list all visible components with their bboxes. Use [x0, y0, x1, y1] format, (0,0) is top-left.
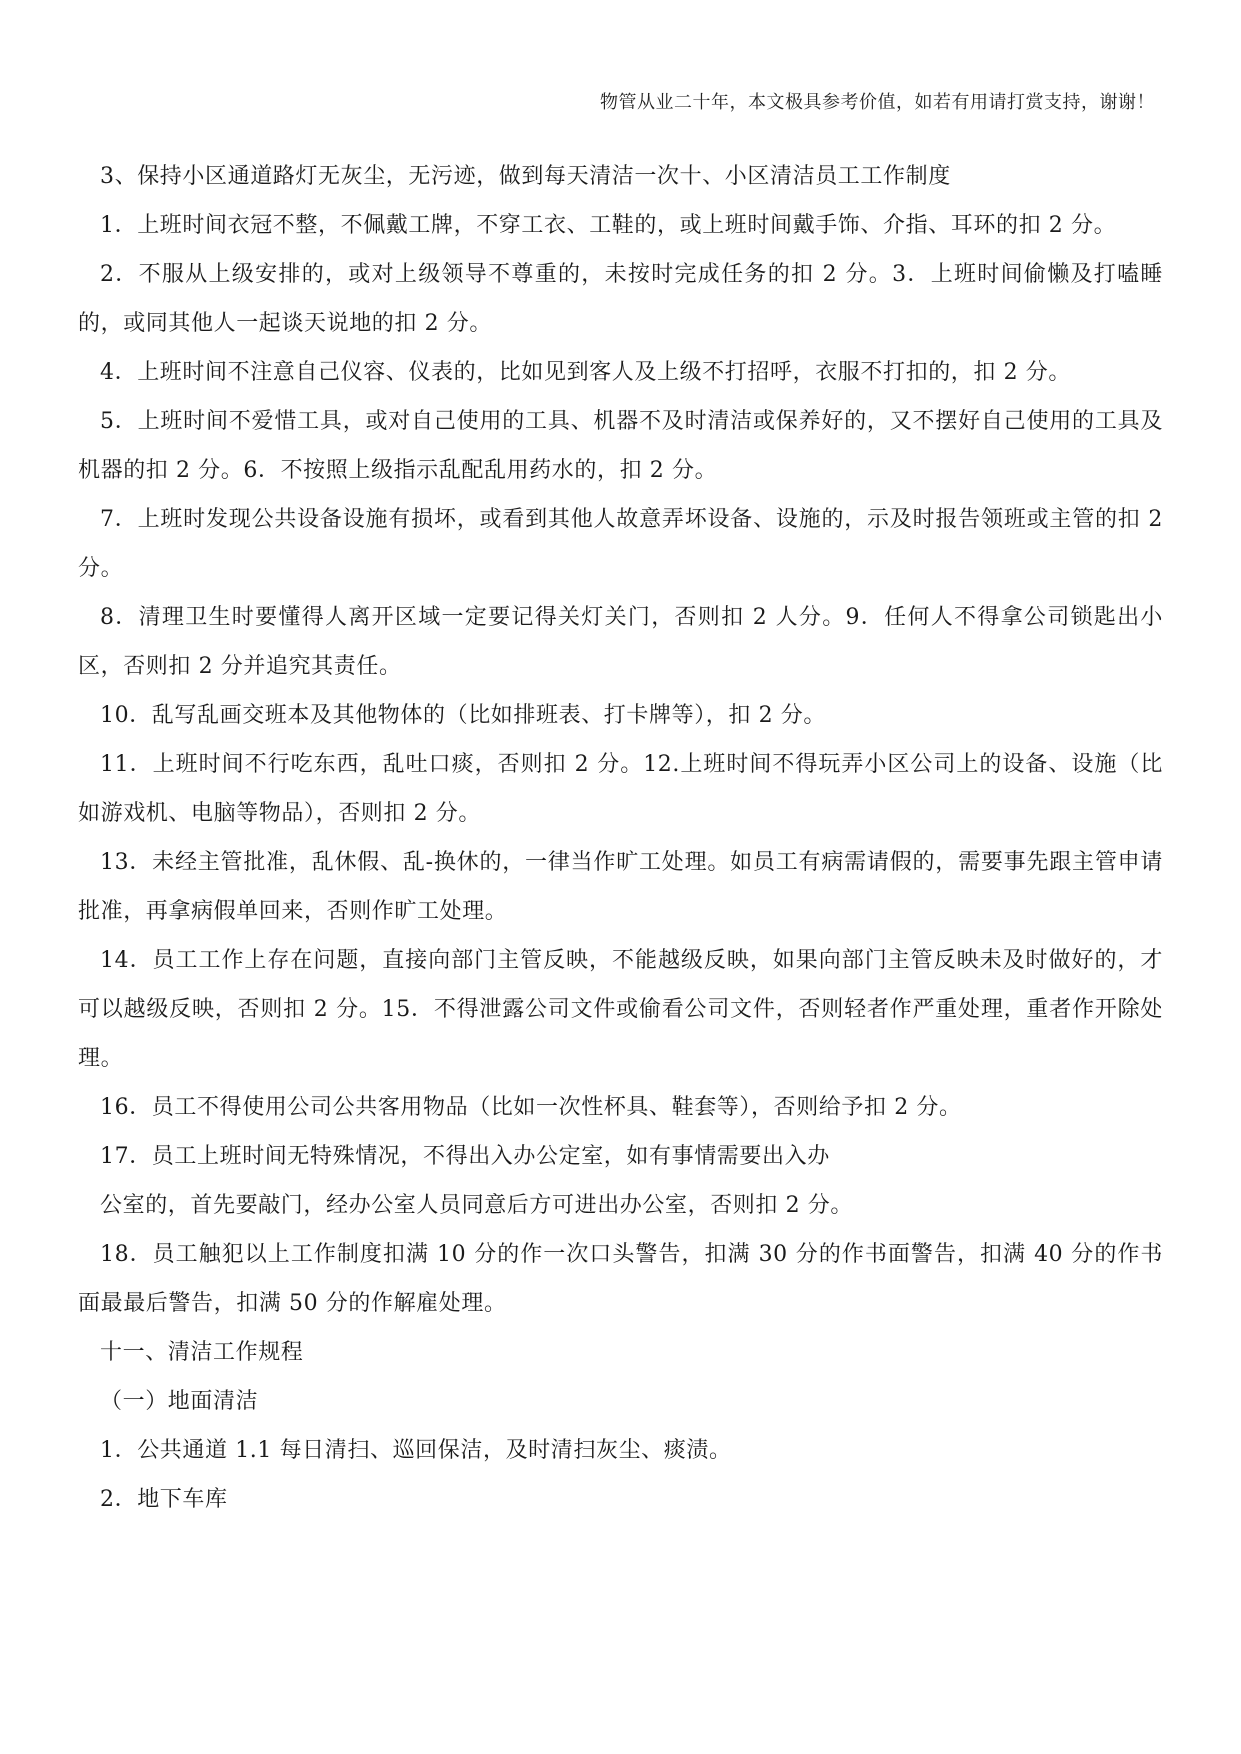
item-1-public-corridor: 1．公共通道 1.1 每日清扫、巡回保洁，及时清扫灰尘、痰渍。: [100, 1438, 732, 1463]
rule-13-leave: 13．未经主管批准，乱休假、乱-换休的，一律当作旷工处理。如员工有病需请假的，需要事先跟主管申请批准，再拿病假单回来，否则作旷工处理。: [78, 850, 1163, 924]
rule-18-warnings: 18．员工触犯以上工作制度扣满 10 分的作一次口头警告，扣满 30 分的作书面警告，扣满 40 分的作书面最最后警告，扣满 50 分的作解雇处理。: [78, 1242, 1163, 1316]
rule-8-9-lights-keys: 8．清理卫生时要懂得人离开区域一定要记得关灯关门，否则扣 2 人分。9．任何人不得拿公司锁匙出小区，否则扣 2 分并追究其责任。: [78, 605, 1163, 679]
rule-11-12-eating: 11．上班时间不行吃东西，乱吐口痰，否则扣 2 分。12.上班时间不得玩弄小区公司上的设备、设施（比如游戏机、电脑等物品），否则扣 2 分。: [78, 752, 1163, 826]
document-body: [78, 152, 1163, 1524]
rule-10-scribbling: 10．乱写乱画交班本及其他物体的（比如排班表、打卡牌等），扣 2 分。: [100, 703, 826, 728]
rule-7-facilities: 7．上班时发现公共设备设施有损坏，或看到其他人故意弄坏设备、设施的，示及时报告领班或主管的扣 2 分。: [78, 507, 1163, 581]
rule-4-appearance: 4．上班时间不注意自己仪容、仪表的，比如见到客人及上级不打招呼，衣服不打扣的，扣 2 分。: [100, 360, 1071, 385]
rule-17-continued: 公室的，首先要敲门，经办公室人员同意后方可进出办公室，否则扣 2 分。: [100, 1193, 853, 1218]
item-2-underground-garage: 2．地下车库: [100, 1487, 228, 1512]
rule-2-3-obedience: 2．不服从上级安排的，或对上级领导不尊重的，未按时完成任务的扣 2 分。3．上班时间偷懒及打嗑睡的，或同其他人一起谈天说地的扣 2 分。: [78, 262, 1163, 336]
header-note: 物管从业二十年，本文极具参考价值，如若有用请打赏支持，谢谢！: [600, 92, 1155, 113]
subsection-heading-floor-cleaning: （一）地面清洁: [100, 1389, 259, 1414]
section-heading-cleaning-procedures: 十一、清洁工作规程: [100, 1340, 304, 1365]
rule-17-office-entry: 17．员工上班时间无特殊情况，不得出入办公定室，如有事情需要出入办: [100, 1144, 830, 1169]
rule-1-dress-code: 1．上班时间衣冠不整，不佩戴工牌，不穿工衣、工鞋的，或上班时间戴手饰、介指、耳环的扣 2 分。: [100, 213, 1117, 238]
paragraph-item-3-road-lights: 3、保持小区通道路灯无灰尘，无污迹，做到每天清洁一次十、小区清洁员工工作制度: [100, 164, 951, 189]
rule-16-guest-items: 16．员工不得使用公司公共客用物品（比如一次性杯具、鞋套等），否则给予扣 2 分。: [100, 1095, 962, 1120]
rule-5-6-tools: 5．上班时间不爱惜工具，或对自己使用的工具、机器不及时清洁或保养好的，又不摆好自己使用的工具及机器的扣 2 分。6．不按照上级指示乱配乱用药水的，扣 2 分。: [78, 409, 1163, 483]
rule-14-15-reporting: 14．员工工作上存在问题，直接向部门主管反映，不能越级反映，如果向部门主管反映未及时做好的，才可以越级反映，否则扣 2 分。15．不得泄露公司文件或偷看公司文件，否则轻者作严重处理，重者作开除处理。: [78, 948, 1163, 1071]
